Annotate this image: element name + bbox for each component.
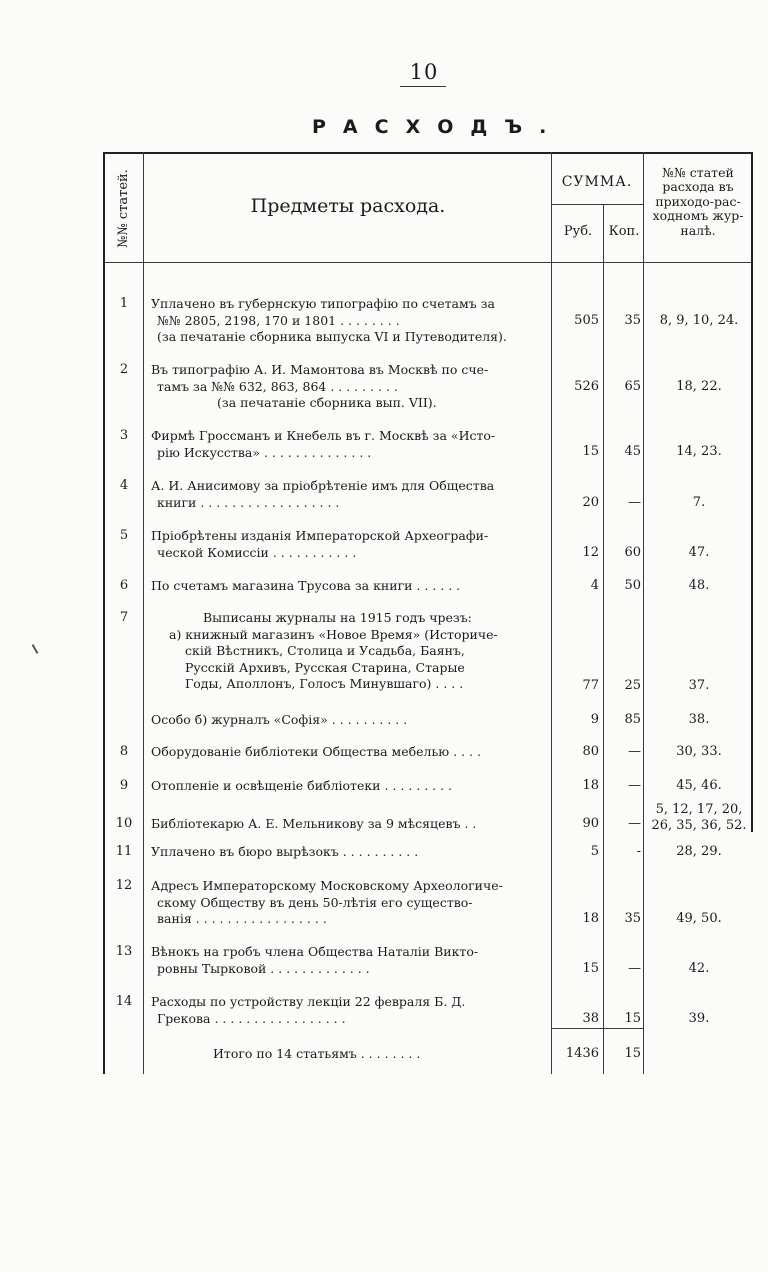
row-description: Оборудованіе библіотеки Общества мебелью . . . . xyxy=(151,744,481,759)
row-journal-ref: 7. xyxy=(692,495,706,510)
row-rub: 5 xyxy=(590,844,599,859)
row-journal-ref: 42. xyxy=(688,961,710,976)
row-description: Уплачено въ губернскую типографію по счетамъ за №№ 2805, 2198, 170 и 1801 . . . . . . . . (за печатаніе сборника выпуска VI и Путеводителя). xyxy=(151,296,507,344)
kop-ref-rule xyxy=(643,152,644,1074)
subject-column-rule xyxy=(551,152,552,1074)
margin-mark xyxy=(32,644,39,654)
row-journal-ref: 38. xyxy=(688,712,710,727)
row-journal-ref: 48. xyxy=(688,578,710,593)
row-description: Фирмѣ Гроссманъ и Кнебель въ г. Москвѣ за «Исто- рію Искусства» . . . . . . . . . . . . . . xyxy=(151,428,496,460)
row-kop: 15 xyxy=(624,1011,641,1026)
table-right-rule xyxy=(751,152,753,832)
row-number: 3 xyxy=(119,428,129,443)
row-description: Адресъ Императорскому Московскому Археологиче- скому Обществу въ день 50-лѣтія его существо- ванія . . . . . . . . . . . . . . . . . xyxy=(151,878,503,926)
row-number: 1 xyxy=(119,296,129,311)
row-kop: 35 xyxy=(624,911,641,926)
total-rub: 1436 xyxy=(565,1046,599,1061)
row-number: 4 xyxy=(119,478,129,493)
header-journal-ref: №№ статей расхода въ приходо-рас- ходномъ жур- налѣ. xyxy=(652,165,744,238)
row-kop: — xyxy=(628,961,641,976)
row-number: 6 xyxy=(119,578,129,593)
row-rub: 90 xyxy=(582,816,599,831)
row-journal-ref: 45, 46. xyxy=(676,778,722,793)
row-kop: 45 xyxy=(624,444,641,459)
header-kop: Коп. xyxy=(608,224,640,239)
table-top-rule xyxy=(103,152,753,154)
row-description: По счетамъ магазина Трусова за книги . . . . . . xyxy=(151,578,461,593)
row-kop: 50 xyxy=(624,578,641,593)
row-description: Пріобрѣтены изданія Императорской Археографи- ческой Комиссіи . . . . . . . . . . . xyxy=(151,528,489,560)
header-subject: Предметы расхода. xyxy=(250,195,446,217)
row-kop: 85 xyxy=(624,712,641,727)
row-description: Въ типографію А. И. Мамонтова въ Москвѣ по сче- тамъ за №№ 632, 863, 864 . . . . . . . . . (за печатаніе сборника вып. VII). xyxy=(151,362,489,410)
row-number: 12 xyxy=(115,878,133,893)
row-rub: 12 xyxy=(582,545,599,560)
header-rub: Руб. xyxy=(563,224,593,239)
row-rub: 18 xyxy=(582,778,599,793)
row-number: 13 xyxy=(115,944,133,959)
page-number: 10 xyxy=(409,60,439,84)
row-kop: 25 xyxy=(624,678,641,693)
row-number: 2 xyxy=(119,362,129,377)
row-journal-ref: 39. xyxy=(688,1011,710,1026)
row-rub: 9 xyxy=(590,712,599,727)
row-kop: 60 xyxy=(624,545,641,560)
row-kop: — xyxy=(628,495,641,510)
row-journal-ref: 49, 50. xyxy=(676,911,722,926)
header-article-number: №№ статей. xyxy=(115,168,131,248)
row-rub: 20 xyxy=(582,495,599,510)
row-kop: — xyxy=(628,744,641,759)
rub-kop-rule xyxy=(603,204,604,1074)
row-journal-ref: 47. xyxy=(688,545,710,560)
row-kop: 35 xyxy=(624,313,641,328)
row-description: Вѣнокъ на гробъ члена Общества Наталіи Викто- ровны Тырковой . . . . . . . . . . . . . xyxy=(151,944,479,976)
row-rub: 38 xyxy=(582,1011,599,1026)
row-number: 11 xyxy=(115,844,133,859)
row-rub: 77 xyxy=(582,678,599,693)
row-rub: 4 xyxy=(590,578,599,593)
total-top-rule xyxy=(551,1028,643,1029)
row-description: А. И. Анисимову за пріобрѣтеніе имъ для Общества книги . . . . . . . . . . . . . . . . . . xyxy=(151,478,495,510)
expense-table xyxy=(103,152,753,1074)
row-description: Уплачено въ бюро вырѣзокъ . . . . . . . . . . xyxy=(151,844,419,859)
row-number: 14 xyxy=(115,994,133,1009)
row-journal-ref: 5, 12, 17, 20, 26, 35, 36, 52. xyxy=(651,802,747,833)
row-description: Особо б) журналъ «Софія» . . . . . . . . . . xyxy=(151,712,408,727)
row-journal-ref: 8, 9, 10, 24. xyxy=(659,313,739,328)
sum-subheader-rule xyxy=(551,204,643,205)
row-description: Отопленіе и освѣщеніе библіотеки . . . . . . . . . xyxy=(151,778,453,793)
row-rub: 505 xyxy=(574,313,599,328)
row-kop: 65 xyxy=(624,379,641,394)
row-description: Выписаны журналы на 1915 годъ чрезъ: а) книжный магазинъ «Новое Время» (Историче- скій Вѣстникъ, Столица и Усадьба, Баянъ, Русскій Архивъ, Русская Старина, Старые Годы, Аполлонъ, Голосъ Минувшаго) . . . . xyxy=(169,610,498,691)
row-number: 5 xyxy=(119,528,129,543)
row-number: 10 xyxy=(115,816,133,831)
row-number: 9 xyxy=(119,778,129,793)
row-journal-ref: 18, 22. xyxy=(676,379,722,394)
row-number: 7 xyxy=(119,610,129,625)
row-description: Библіотекарю А. Е. Мельникову за 9 мѣсяцевъ . . xyxy=(151,816,477,831)
row-rub: 15 xyxy=(582,444,599,459)
row-rub: 18 xyxy=(582,911,599,926)
row-journal-ref: 30, 33. xyxy=(676,744,722,759)
row-kop: — xyxy=(628,816,641,831)
header-bottom-rule xyxy=(103,262,753,263)
row-rub: 80 xyxy=(582,744,599,759)
row-kop: - xyxy=(636,844,641,859)
total-label: Итого по 14 статьямъ . . . . . . . . xyxy=(213,1046,421,1061)
total-kop: 15 xyxy=(624,1046,641,1061)
row-rub: 15 xyxy=(582,961,599,976)
row-journal-ref: 37. xyxy=(688,678,710,693)
page-title: РАСХОДЪ. xyxy=(312,116,564,138)
page-number-underline xyxy=(400,86,446,87)
row-journal-ref: 28, 29. xyxy=(676,844,722,859)
row-number: 8 xyxy=(119,744,129,759)
header-sum: СУММА. xyxy=(561,174,633,190)
row-kop: — xyxy=(628,778,641,793)
row-rub: 526 xyxy=(574,379,599,394)
row-journal-ref: 14, 23. xyxy=(676,444,722,459)
row-description: Расходы по устройству лекціи 22 февраля Б. Д. Грекова . . . . . . . . . . . . . . . . . xyxy=(151,994,466,1026)
